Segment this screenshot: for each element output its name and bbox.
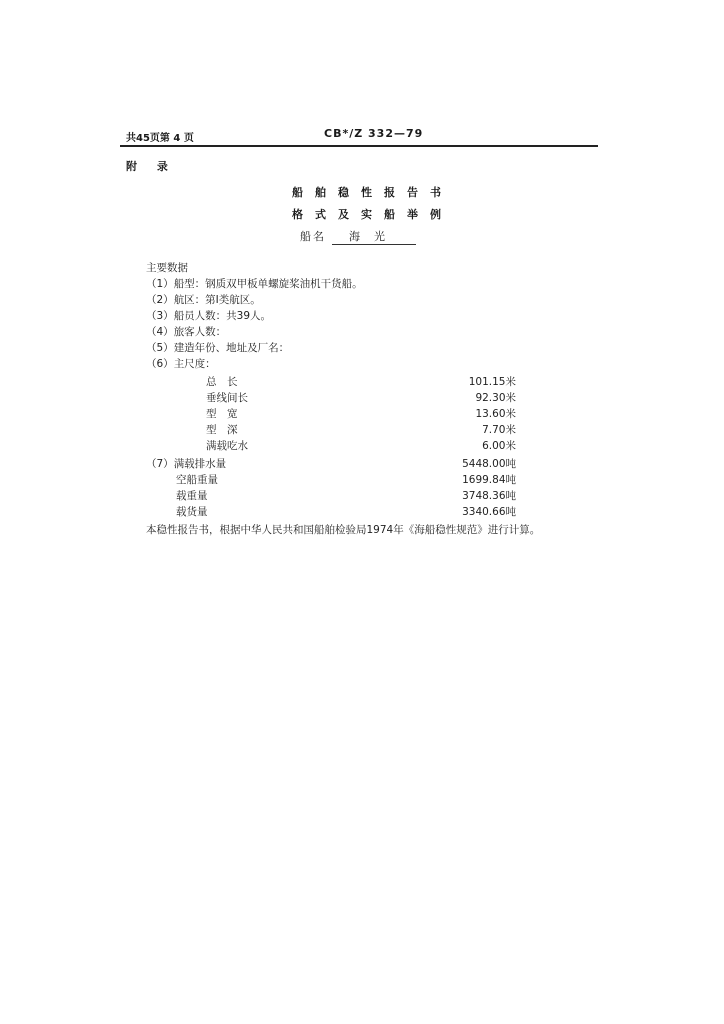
dimension-value: 101.15米: [468, 376, 516, 388]
dimension-label: 型 宽: [206, 408, 238, 420]
ship-name-label: 船名: [300, 230, 326, 243]
dimension-value: 7.70米: [482, 424, 516, 436]
list-item: （6）主尺度：: [146, 358, 216, 370]
weight-value: 3340.66吨: [462, 506, 516, 518]
title-line-1: 船舶稳性报告书: [292, 186, 453, 199]
dimension-label: 垂线间长: [206, 392, 248, 404]
dimension-label: 型 深: [206, 424, 238, 436]
weight-label: 载重量: [176, 490, 208, 502]
header-rule: [120, 145, 598, 147]
ship-name-line: [300, 228, 416, 245]
list-item: （2）航区：第Ⅰ类航区。: [146, 294, 261, 306]
title-line-2: 格式及实船举例: [292, 208, 453, 221]
standard-code: CB*/Z 332—79: [324, 127, 424, 140]
displacement-value: 5448.00吨: [462, 458, 516, 470]
weight-label: 空船重量: [176, 474, 218, 486]
list-item: （7）满载排水量: [146, 458, 227, 470]
dimension-value: 13.60米: [475, 408, 516, 420]
list-item: （4）旅客人数：: [146, 326, 227, 338]
closing-statement: 本稳性报告书，根据中华人民共和国船舶检验局1974年《海船稳性规范》进行计算。: [146, 524, 541, 536]
main-data-heading: 主要数据: [146, 262, 188, 274]
dimension-value: 6.00米: [482, 440, 516, 452]
weight-value: 3748.36吨: [462, 490, 516, 502]
ship-name-value: 海光: [332, 228, 416, 245]
dimension-value: 92.30米: [475, 392, 516, 404]
list-item: （5）建造年份、地址及厂名：: [146, 342, 290, 354]
list-item: （3）船员人数：共39人。: [146, 310, 272, 322]
appendix-label: 附 录: [126, 160, 176, 173]
page-info: 共45页第 4 页: [126, 133, 194, 144]
list-item: （1）船型：钢质双甲板单螺旋桨油机干货船。: [146, 278, 363, 290]
weight-value: 1699.84吨: [462, 474, 516, 486]
dimension-label: 满载吃水: [206, 440, 248, 452]
dimension-label: 总 长: [206, 376, 238, 388]
weight-label: 载货量: [176, 506, 208, 518]
